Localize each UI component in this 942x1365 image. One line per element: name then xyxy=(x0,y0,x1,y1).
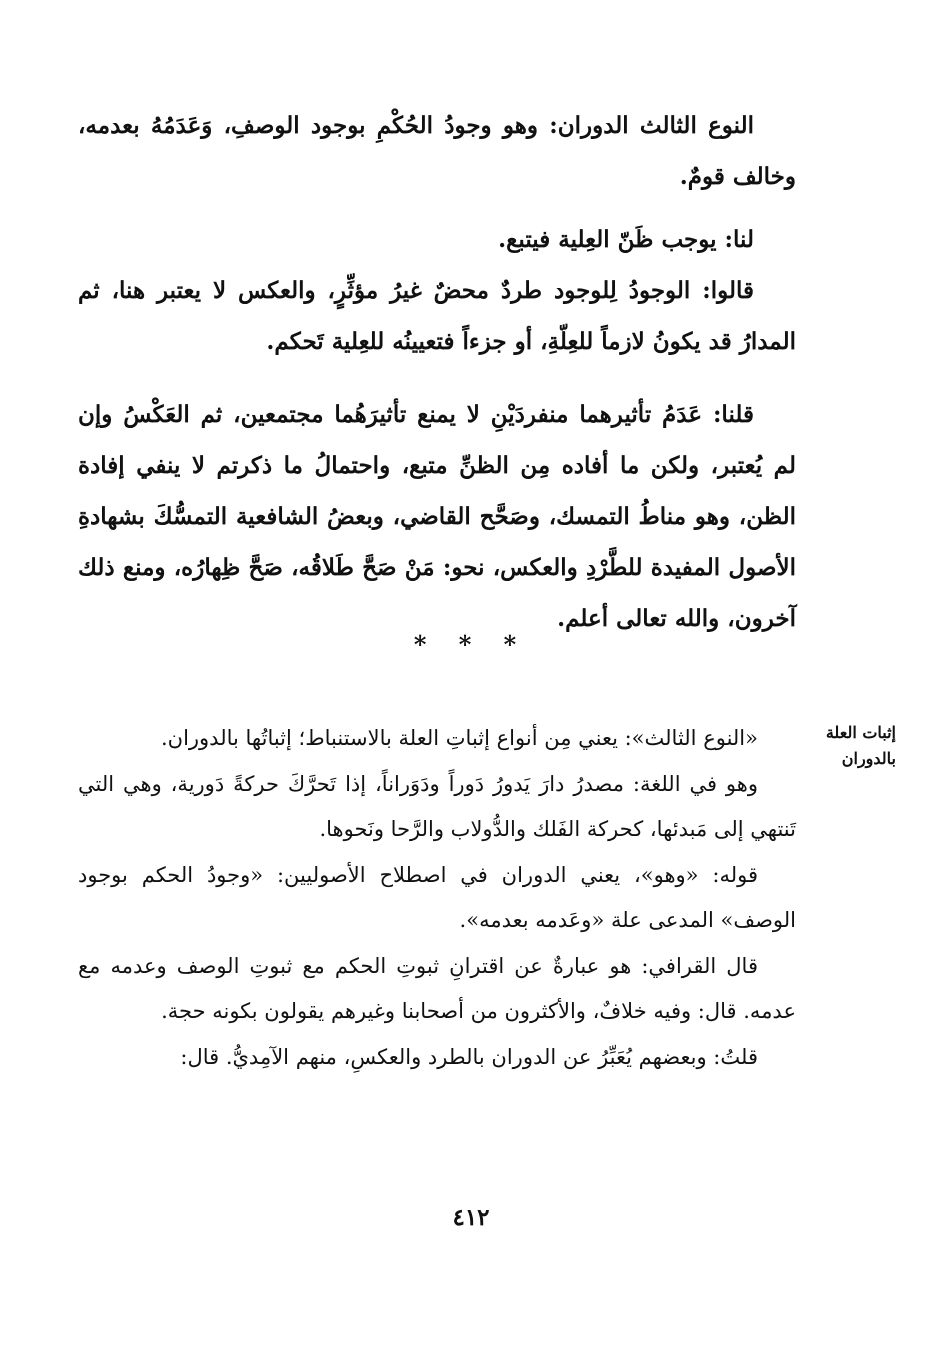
main-text xyxy=(78,100,796,644)
main-paragraph-2: لنا: يوجب ظَنّ العِلية فيتبع. xyxy=(498,226,754,253)
main-paragraph-3: قالوا: الوجودُ لِلوجود طردٌ محضٌ غيرُ مؤثِّرٍ، والعكس لا يعتبر هنا، ثم المدارُ قد يكونُ لازماً للعِلّةِ، أو جزءاً فتعيينُه للعِلية تَحكم. xyxy=(78,277,796,355)
main-paragraph-4: قلنا: عَدَمُ تأثيرهما منفردَيْنِ لا يمنع تأثيرَهُما مجتمعين، ثم العَكْسُ وإن لم يُعتبر، ولكن ما أفاده مِن الظنِّ متبع، واحتمالُ ما ذكرتم لا ينفي إفادة الظن، وهو مناطُ التمسك، وصَحَّح القاضي، وبعضُ الشافعية التمسُّكَ بشهادةِ الأصول المفيدة للطَّرْدِ والعكس، نحو: مَنْ صَحَّ طَلاقُه، صَحَّ ظِهارُه، ومنع ذلك آخرون، والله تعالى أعلم. xyxy=(78,401,796,632)
page-number: ٤١٢ xyxy=(452,1204,490,1231)
side-note-line-2: بالدوران xyxy=(841,749,896,768)
commentary-text xyxy=(78,716,796,1080)
section-separator: * * * xyxy=(413,630,529,659)
side-note xyxy=(806,720,896,772)
commentary-paragraph-3: قوله: «وهو»، يعني الدوران في اصطلاح الأصوليين: «وجودُ الحكم بوجود الوصف» المدعى علة «وعَدمه بعدمه». xyxy=(78,862,796,932)
commentary-paragraph-4: قال القرافي: هو عبارةٌ عن اقترانِ ثبوتِ الحكم مع ثبوتِ الوصف وعدمه مع عدمه. قال: وفيه خلافٌ، والأكثرون من أصحابنا وغيرهم يقولون بكونه حجة. xyxy=(78,953,796,1023)
commentary-paragraph-5: قلتُ: وبعضهم يُعَبِّرُ عن الدوران بالطرد والعكسِ، منهم الآمِديُّ. قال: xyxy=(180,1044,758,1069)
main-paragraph-1: النوع الثالث الدوران: وهو وجودُ الحُكْمِ بوجود الوصفِ، وَعَدَمُهُ بعدمه، وخالف قومٌ. xyxy=(78,112,796,190)
commentary-paragraph-1: «النوع الثالث»: يعني مِن أنواع إثباتِ العلة بالاستنباط؛ إثباتُها بالدوران. xyxy=(160,726,758,750)
side-note-line-1: إثبات العلة xyxy=(825,723,896,742)
commentary-paragraph-2: وهو في اللغة: مصدرُ دارَ يَدورُ دَوراً ودَوَراناً، إذا تَحرَّكَ حركةً دَورية، وهي التي تَنتهي إلى مَبدئها، كحركة الفَلك والدُّولاب والرَّحا ونَحوها. xyxy=(78,771,796,841)
